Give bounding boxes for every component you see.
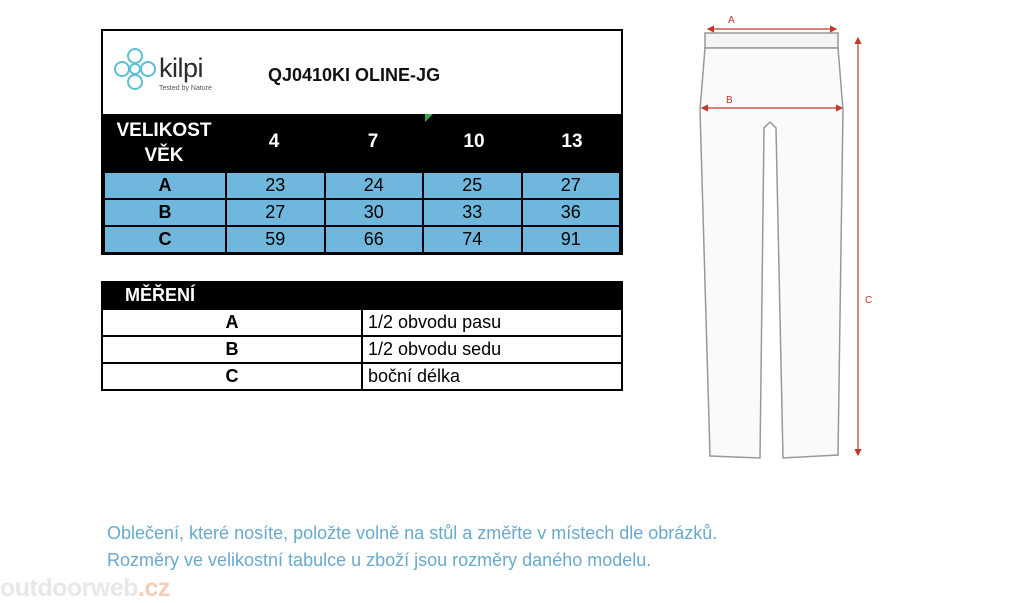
measure-desc: 1/2 obvodu sedu: [362, 336, 622, 363]
row-label: B: [104, 199, 226, 226]
measure-desc: boční délka: [362, 363, 622, 390]
table-cell: 23: [226, 172, 325, 199]
measurement-table: [101, 281, 623, 391]
brand-name: kilpi: [159, 53, 204, 83]
size-table: [101, 29, 623, 255]
watermark-suffix: .cz: [138, 574, 170, 602]
table-cell: 91: [522, 226, 621, 253]
diagram-label-a: A: [728, 15, 735, 26]
diagram-label-c: C: [865, 295, 873, 306]
table-row: [104, 172, 620, 199]
table-cell: 59: [226, 226, 325, 253]
measurement-header: [102, 282, 622, 309]
table-cell: 30: [325, 199, 424, 226]
pants-diagram: [690, 8, 880, 470]
pants-outline: [700, 33, 843, 458]
brand-tagline: Tested by Nature: [159, 85, 212, 92]
diagram-label-b: B: [726, 95, 733, 106]
table-header: [103, 31, 621, 116]
product-code: QJ0410KI OLINE-JG: [268, 65, 441, 85]
header-label-vek: VĚK: [144, 145, 184, 166]
kilpi-logo: [113, 45, 228, 95]
row-label: A: [104, 172, 226, 199]
size-values: [103, 171, 621, 254]
measure-label: C: [102, 363, 362, 390]
size-4: 4: [268, 131, 280, 152]
size-10: 10: [463, 131, 485, 152]
watermark: [0, 574, 170, 603]
table-row: [102, 363, 622, 390]
table-cell: 27: [522, 172, 621, 199]
corner-marker: [425, 114, 433, 122]
kilpi-logo-icon: [113, 47, 157, 91]
table-row: [104, 226, 620, 253]
measure-label: A: [102, 309, 362, 336]
table-cell: 36: [522, 199, 621, 226]
disclaimer-note: Rozměry ve velikostní tabulce u zboží jsou rozměry daného modelu.: [107, 550, 652, 570]
instruction-note: Oblečení, které nosíte, položte volně na stůl a změřte v místech dle obrázků.: [107, 523, 718, 543]
size-13: 13: [561, 131, 583, 152]
table-cell: 24: [325, 172, 424, 199]
table-cell: 27: [226, 199, 325, 226]
table-cell: 25: [423, 172, 522, 199]
size-header-row: [103, 114, 621, 171]
table-row: [102, 336, 622, 363]
size-7: 7: [367, 131, 379, 152]
measure-label: B: [102, 336, 362, 363]
watermark-main: outdoorweb: [0, 574, 139, 602]
measure-desc: 1/2 obvodu pasu: [362, 309, 622, 336]
measurement-title: MĚŘENÍ: [102, 282, 622, 309]
header-label-velikost: VELIKOST: [116, 120, 212, 141]
table-cell: 66: [325, 226, 424, 253]
row-label: C: [104, 226, 226, 253]
table-cell: 33: [423, 199, 522, 226]
table-row: [102, 309, 622, 336]
table-cell: 74: [423, 226, 522, 253]
table-row: [104, 199, 620, 226]
